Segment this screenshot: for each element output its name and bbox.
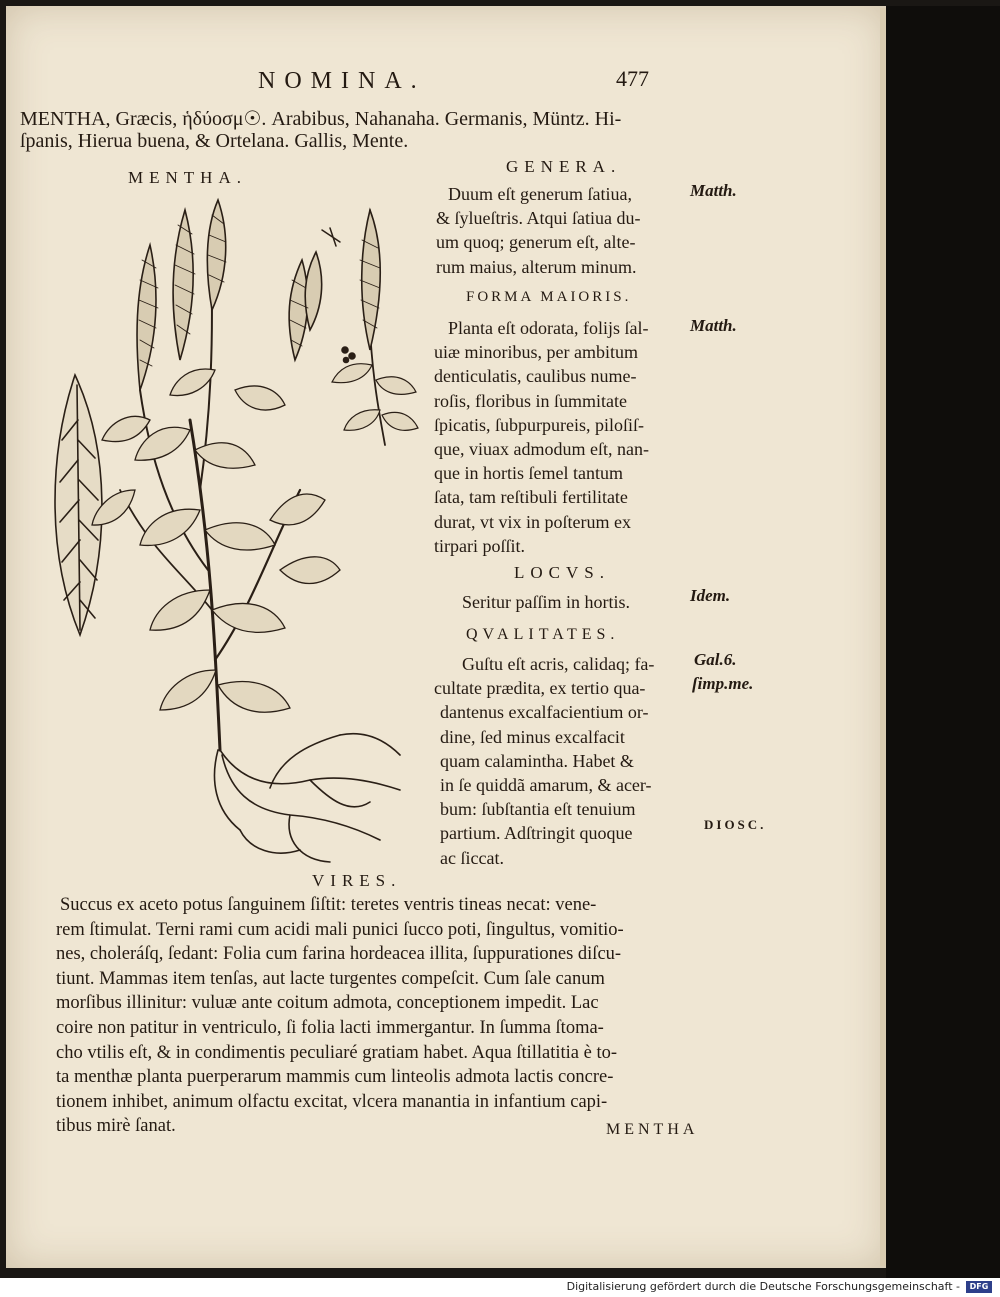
margin-note-gal: Gal.6. [694,650,737,669]
vires-line: tibus mirè ſanat. [56,1116,176,1137]
vires-line: Succus ex aceto potus ſanguinem ſiſtit: teretes ventris tineas necat: vene- [60,895,597,915]
forma-line: que, viuax admodum eſt, nan- [434,439,649,460]
qualitates-line: dine, ſed minus excalfacit [440,726,625,747]
genera-line: rum maius, alterum minum. [436,256,637,277]
vires-line: nes, choleráſq, ſedant: Folia cum farina hordeacea illita, ſuppurationes diſcu- [56,944,622,965]
dfg-logo: DFG [966,1281,992,1293]
forma-text [434,316,649,558]
nomina-line-1: MENTHA, Græcis, ἡδύοσμ☉. Arabibus, Nahanaha. Germanis, Müntz. Hi- [20,108,622,130]
footer-credit: Digitalisierung gefördert durch die Deutsche Forschungsgemeinschaft - [566,1280,960,1293]
qualitates-line: ac ſiccat. [440,847,504,868]
qualitates-line: cultate prædita, ex tertio qua- [434,678,646,699]
margin-note-matth-1: Matth. [690,181,737,200]
vires-text [56,893,624,1139]
genera-line: & ſylueſtris. Atqui ſatiua du- [436,208,641,229]
mentha-woodcut-illustration [40,190,440,910]
qualitates-line: bum: ſubſtantia eſt tenuium [440,799,636,820]
qualitates-line: partium. Adſtringit quoque [440,823,633,844]
catchword: MENTHA [606,1121,699,1138]
vires-line: rem ſtimulat. Terni rami cum acidi mali punici ſucco poti, ſingultus, vomitio- [56,919,624,940]
qualitates-line: quam calamintha. Habet & [440,750,634,771]
scan-edge-strip [886,6,1000,1278]
vires-line: tiunt. Mammas item tenſas, aut lacte turgentes compeſcit. Cum ſale canum [56,968,605,989]
vires-line: tionem inhibet, animum olfactu excitat, vlcera manantia in infantium capi- [56,1091,608,1112]
genera-line: Duum eſt generum ſatiua, [448,184,632,204]
figure-caption: MENTHA. [128,168,247,187]
forma-line: durat, vt vix in poſterum ex [434,511,631,532]
qualitates-line: in ſe quiddã amarum, & acer- [440,775,652,796]
page-number: 477 [616,66,649,91]
locus-line: Seritur paſſim in hortis. [462,592,630,612]
qualitates-line: Guſtu eſt acris, calidaq; fa- [462,654,655,674]
locus-text [462,590,630,614]
locus-heading: LOCVS. [514,563,610,582]
margin-note-idem: Idem. [690,586,731,605]
genera-text [436,182,641,279]
forma-line: Planta eſt odorata, folijs ſal- [448,318,649,338]
forma-line: uiæ minoribus, per ambitum [434,342,638,363]
margin-note-diosc: DIOSC. [704,817,767,832]
forma-line: ſata, tam reſtibuli fertilitate [434,487,628,508]
forma-line: denticulatis, caulibus nume- [434,366,637,387]
qualitates-text [434,652,654,870]
running-title: NOMINA. [258,68,426,94]
qualitates-heading: QVALITATES. [466,626,620,643]
vires-line: cho vtilis eſt, & in condimentis peculiaré gratiam habet. Aqua ſtillatitia è to- [56,1042,618,1063]
forma-line: que in hortis ſemel tantum [434,463,623,484]
margin-note-matth-2: Matth. [690,316,737,335]
forma-line: tirpari poſſit. [434,535,525,556]
vires-heading: VIRES. [312,871,402,890]
forma-heading: FORMA MAIORIS. [466,289,632,305]
footer-bar [0,1278,1000,1297]
genera-heading: GENERA. [506,157,622,176]
forma-line: ſpicatis, ſubpurpureis, piloſiſ- [434,414,644,435]
vires-line: coire non patitur in ventriculo, ſi folia lacti immergantur. In ſumma ſtoma- [56,1017,604,1038]
qualitates-line: dantenus excalfacientium or- [440,702,649,723]
nomina-line-2: ſpanis, Hierua buena, & Ortelana. Gallis, Mente. [20,130,409,152]
margin-note-simp: ſimp.me. [692,674,754,693]
forma-line: roſis, floribus in ſummitate [434,390,627,411]
vires-line: morſibus illinitur: vuluæ ante coitum admota, conceptionem impedit. Lac [56,993,599,1014]
vires-line: ta menthæ planta puerperarum mammis cum linteolis admota lactis concre- [56,1067,614,1088]
genera-line: um quoq; generum eſt, alte- [436,232,636,253]
